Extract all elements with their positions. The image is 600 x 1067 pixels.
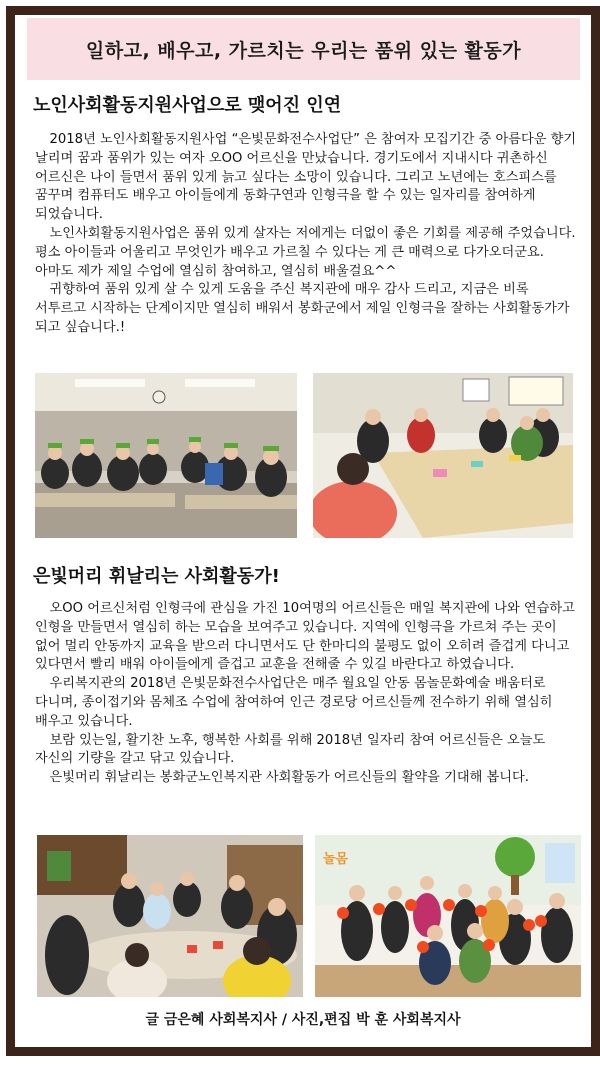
section1-paragraph: 2018년 노인사회활동지원사업 “은빛문화전수사업단” 은 참여자 모집기간 중 아름다운 향기 날리며 꿈과 품위가 있는 여자 오OO 어르신을 만났습니다. 경기도에서 지내시다 귀촌하신 어르신은 나이 들면서 품위 있게 늙고 싶다는 소망이 있습니다. 그리고 노년에는 호스피스를 꿈꾸며 컴퓨터도 배우고 아이들에게 동화구연과 인형극을 할 수 있는 일자리를 참여하게 되었습니다.: [35, 132, 577, 223]
section2-paragraph: 오OO 어르신처럼 인형극에 관심을 가진 10여명의 어르신들은 매일 복지관에 나와 연습하고 인형을 만들면서 열심히 하는 모습을 보여주고 있습니다. 지역에 인형극을 가르쳐 주는 곳이 없어 멀리 안동까지 교육을 받으러 다니면서도 단 한마디의 불평도 없이 오히려 즐겁게 다니고 있다면서 빨리 배워 아이들에게 즐겁고 교훈을 전해줄 수 있길 바란다고 하였습니다.: [35, 601, 575, 673]
section2-paragraph: 보람 있는일, 활기찬 노후, 행복한 사회를 위해 2018년 일자리 참여 어르신들은 오늘도 자신의 기량을 갈고 닦고 있습니다.: [35, 732, 546, 767]
section1-body: [35, 131, 583, 338]
title-banner: [27, 18, 580, 80]
section1-paragraph: 노인사회활동지원사업은 품위 있게 살자는 저에게는 더없이 좋은 기회를 제공해 주었습니다. 평소 아이들과 어울리고 무엇인가 배우고 가르칠 수 있다는 게 큰 매력으로 다가오더군요. 아마도 제가 제일 수업에 열심히 참여하고, 열심히 배울걸요^^: [35, 225, 576, 279]
article-frame: [6, 6, 600, 1056]
section2-paragraph: 우리복지관의 2018년 은빛문화전수사업단은 매주 월요일 안동 몸놀문화예술 배움터로 다니며, 종이접기와 몸체조 수업에 참여하여 인근 경로당 어르신들께 전수하기 위해 열심히 배우고 있습니다.: [35, 676, 553, 729]
photo-sign-text: 놀몸: [323, 852, 349, 867]
section2-body: [35, 600, 583, 788]
credit-line: 글 금은혜 사회복지사 / 사진,편집 박 훈 사회복지사: [145, 1012, 461, 1028]
section1-paragraph: 귀향하여 품위 있게 살 수 있게 도움을 주신 복지관에 매우 감사 드리고, 지금은 비록 서투르고 시작하는 단계이지만 열심히 배워서 봉화군에서 제일 인형극을 잘하는 사회활동가가 되고 싶습니다.!: [35, 282, 570, 335]
section2-paragraph: 은빛머리 휘날리는 봉화군노인복지관 사회활동가 어르신들의 활약을 기대해 봅니다.: [49, 770, 529, 786]
section1-heading: 노인사회활동지원사업으로 맺어진 인연: [33, 95, 342, 116]
section2-heading: 은빛머리 휘날리는 사회활동가!: [33, 566, 280, 587]
photo-classroom: [35, 373, 297, 538]
photo-crafts: [313, 373, 573, 538]
banner-title: 일하고, 배우고, 가르치는 우리는 품위 있는 활동가: [85, 39, 522, 62]
photo-paper-folding: [37, 835, 303, 997]
photo-group: [315, 835, 581, 997]
